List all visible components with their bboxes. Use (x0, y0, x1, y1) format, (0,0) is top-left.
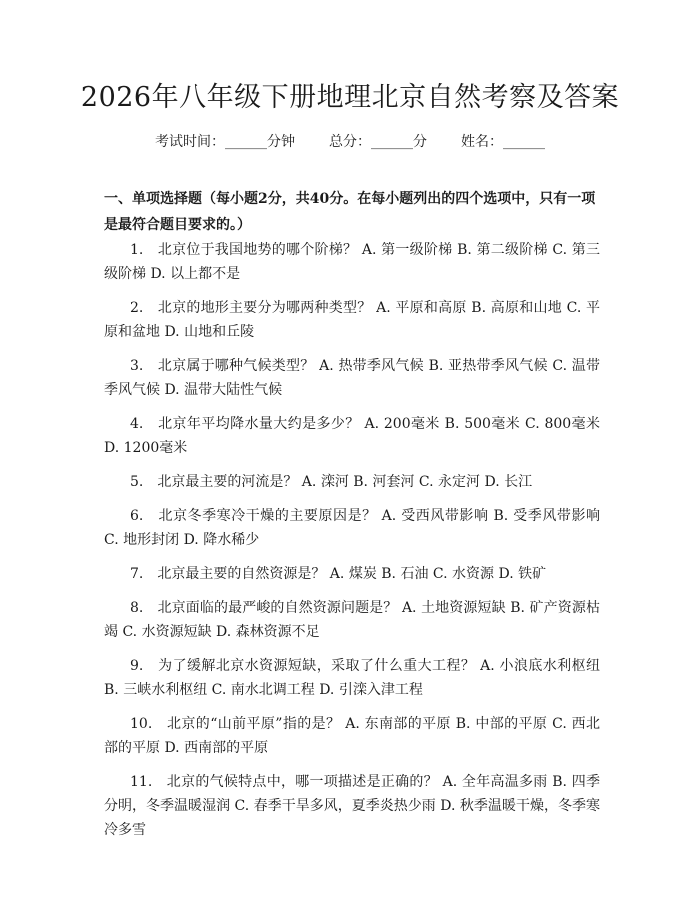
question-item: 10. 北京的“山前平原”指的是？ A. 东南部的平原 B. 中部的平原 C. 西北部的平原 D. 西南部的平原 (104, 716, 600, 756)
question-item: 6. 北京冬季寒冷干燥的主要原因是？ A. 受西风带影响 B. 受季风带影响 C. 地形封闭 D. 降水稀少 (104, 508, 600, 548)
question-item: 2. 北京的地形主要分为哪两种类型？ A. 平原和高原 B. 高原和山地 C. 平原和盆地 D. 山地和丘陵 (104, 300, 600, 340)
question-list (104, 238, 600, 852)
exam-time-field: 考试时间：______分钟 (155, 134, 295, 150)
exam-meta-line (0, 132, 700, 152)
question-item: 7. 北京最主要的自然资源是？ A. 煤炭 B. 石油 C. 水资源 D. 铁矿 (130, 566, 547, 582)
question-item: 3. 北京属于哪种气候类型？ A. 热带季风气候 B. 亚热带季风气候 C. 温带季风气候 D. 温带大陆性气候 (104, 358, 600, 398)
student-name-field: 姓名：______ (461, 134, 545, 150)
section-heading: 一、单项选择题（每小题2分，共40分。在每小题列出的四个选项中，只有一项是最符合题目要求的。） (104, 191, 596, 233)
question-item: 5. 北京最主要的河流是？ A. 滦河 B. 河套河 C. 永定河 D. 长江 (130, 474, 533, 490)
page-title: 2026年八年级下册地理北京自然考察及答案 (80, 82, 620, 113)
question-item: 4. 北京年平均降水量大约是多少？ A. 200毫米 B. 500毫米 C. 800毫米 D. 1200毫米 (104, 416, 600, 456)
total-score-field: 总分：______分 (329, 134, 427, 150)
question-item: 8. 北京面临的最严峻的自然资源问题是？ A. 土地资源短缺 B. 矿产资源枯竭 C. 水资源短缺 D. 森林资源不足 (104, 600, 600, 640)
question-item: 9. 为了缓解北京水资源短缺，采取了什么重大工程？ A. 小浪底水利枢纽 B. 三峡水利枢纽 C. 南水北调工程 D. 引滦入津工程 (104, 658, 600, 698)
question-item: 1. 北京位于我国地势的哪个阶梯？ A. 第一级阶梯 B. 第二级阶梯 C. 第三级阶梯 D. 以上都不是 (104, 242, 600, 282)
question-item: 11. 北京的气候特点中，哪一项描述是正确的？ A. 全年高温多雨 B. 四季分明，冬季温暖湿润 C. 春季干旱多风，夏季炎热少雨 D. 秋季温暖干燥，冬季寒冷多雪 (104, 774, 600, 838)
